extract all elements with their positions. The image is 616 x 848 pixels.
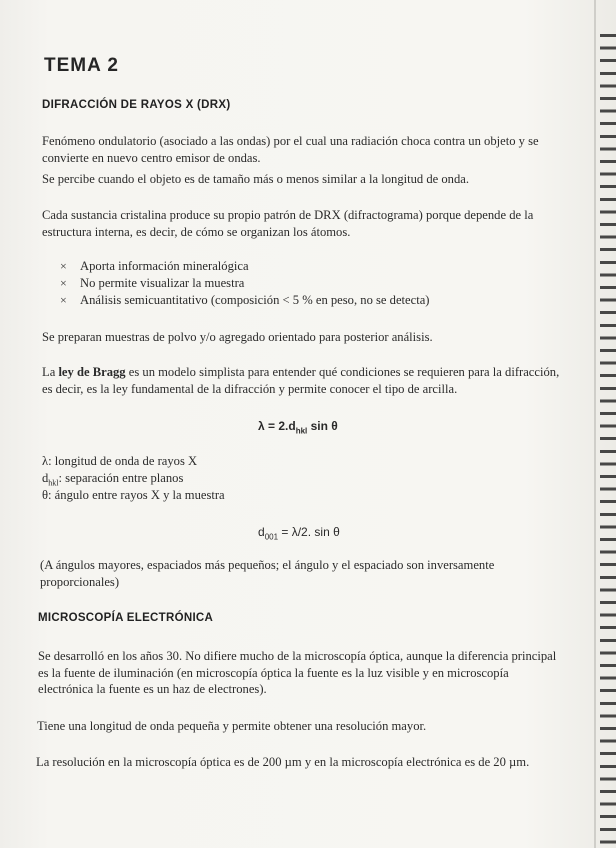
spiral-binding	[594, 30, 616, 848]
paragraph-angles: (A ángulos mayores, espaciados más pequeños; el ángulo y el espaciado son inversamente proporcionales)	[40, 558, 495, 589]
section-heading-microscopy: MICROSCOPÍA ELECTRÓNICA	[38, 612, 214, 624]
formula-lhs: λ = 2.d	[258, 419, 296, 433]
list-item: × Análisis semicuantitativo (composición < 5 % en peso, no se detecta)	[60, 292, 430, 309]
paragraph-resolution: La resolución en la microscopía óptica es de 200 µm y en la microscopía electrónica es de 20 µm.	[36, 755, 530, 769]
formula-subscript: hkl	[295, 426, 308, 436]
paragraph-perception: Se percibe cuando el objeto es de tamaño más o menos similar a la longitud de onda.	[42, 172, 470, 186]
paragraph-bragg	[42, 364, 562, 397]
spacing-subscript: hkl	[48, 478, 59, 488]
page-title: TEMA 2	[44, 55, 119, 76]
bragg-term: ley de Bragg	[58, 365, 126, 379]
formula2-rhs: = λ/2. sin θ	[278, 525, 340, 539]
paragraph-electron-microscopy: Se desarrolló en los años 30. No difiere mucho de la microscopía óptica, aunque la diferencia principal es la fuente de iluminación (en microscopía óptica la fuente es la luz visible y en microscopía electrónica la fuente es un haz de electrones).	[38, 649, 557, 696]
list-item: × Aporta información mineralógica	[60, 258, 430, 275]
definition-theta: θ: ángulo entre rayos X y la muestra	[42, 488, 225, 502]
spacing-formula: $d_{001} = \lambda/2$. sin θ	[258, 525, 340, 542]
feature-list	[60, 258, 430, 309]
definition-lambda: λ: longitud de onda de rayos X	[42, 454, 198, 468]
formula-rhs: sin θ	[307, 419, 338, 433]
paragraph-samples: Se preparan muestras de polvo y/o agregado orientado para posterior análisis.	[42, 330, 433, 344]
list-item: × No permite visualizar la muestra	[60, 275, 430, 292]
spacing-text: : separación entre planos	[58, 471, 184, 485]
paragraph-wavelength: Tiene una longitud de onda pequeña y permite obtener una resolución mayor.	[37, 719, 427, 733]
bragg-text: es un modelo simplista para entender qué condiciones se requieren para la difracción, es decir, es la ley fundamental de la difracción y permite conocer el tipo de arcilla.	[42, 365, 560, 396]
formula2-subscript: 001	[264, 532, 279, 542]
definition-spacing: $d_{hkl}$: separación entre planos	[42, 471, 184, 488]
section-heading-drx: DIFRACCIÓN DE RAYOS X (DRX)	[42, 99, 231, 111]
paragraph-definition: Fenómeno ondulatorio (asociado a las ondas) por el cual una radiación choca contra un objeto y se convierte en nuevo centro emisor de ondas.	[42, 134, 539, 165]
bragg-formula	[258, 419, 338, 435]
paragraph-crystalline: Cada sustancia cristalina produce su propio patrón de DRX (difractograma) porque depende de la estructura interna, es decir, de cómo se organizan los átomos.	[42, 208, 534, 239]
bragg-prefix: La	[42, 365, 59, 379]
